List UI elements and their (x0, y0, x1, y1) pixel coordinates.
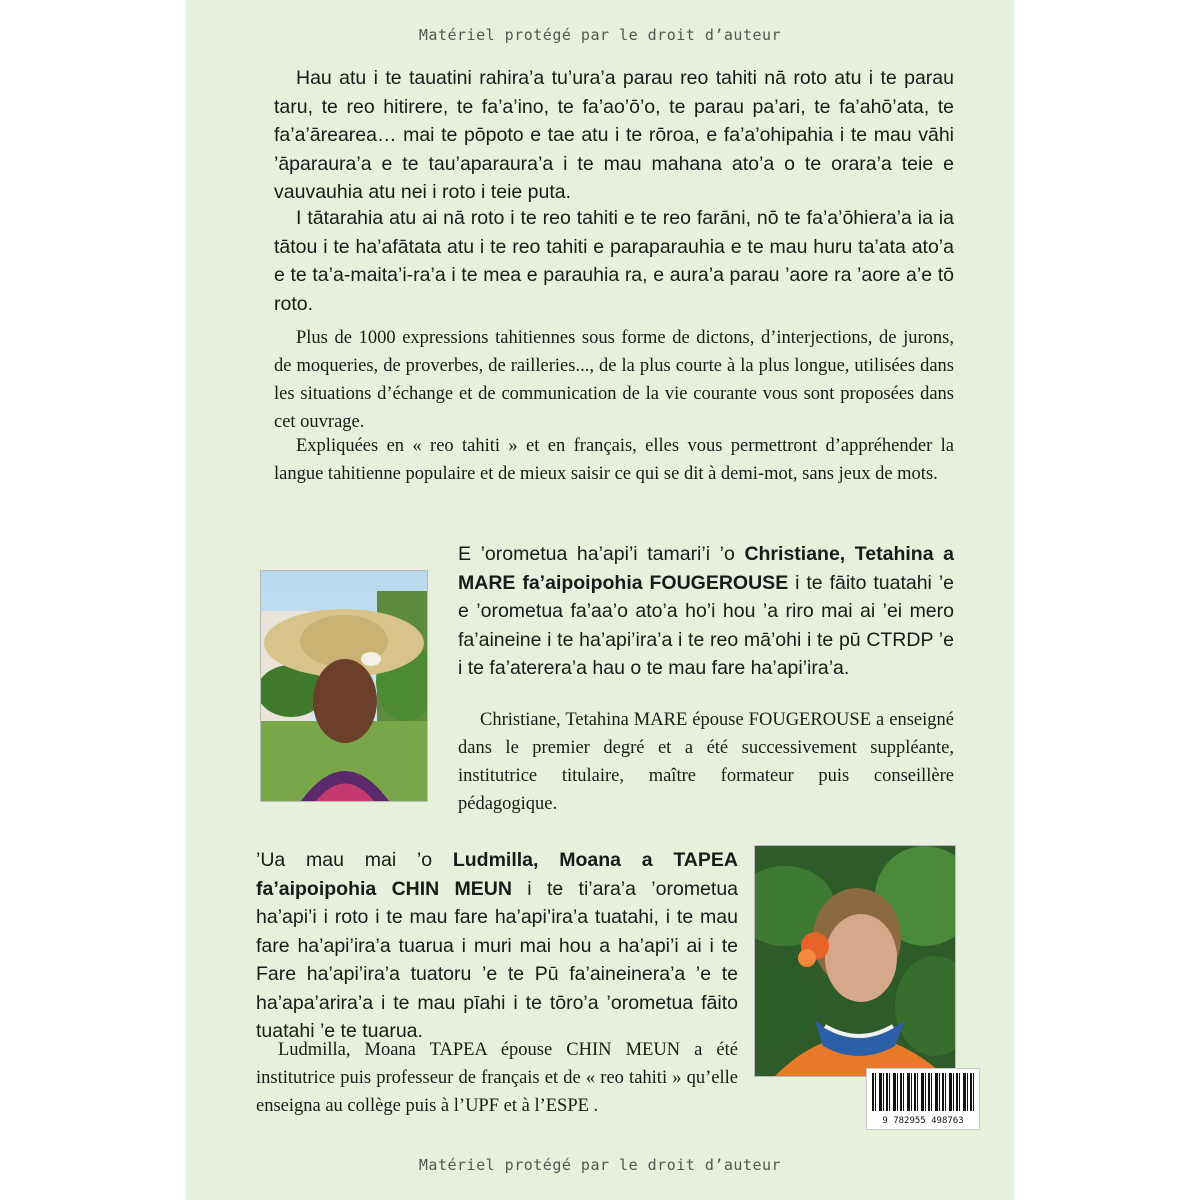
author1-tah-name: Christiane, Tetahina a MARE fa’aipoipohia FOUGEROUSE (458, 543, 954, 594)
tahitian-paragraph-2: I tātarahia atu ai nā roto i te reo tahiti e te reo farāni, nō te fa’a’ōhiera’a ia ia tātou i te ha’afātata atu i te reo tahiti e paraparauhia e te mau huru ta’ata ato’a e te ta’a-maita’i-ra’a i te mea e parauhia ra, e aura’a parau ’aore ra ’aore a’e tō roto. (274, 207, 954, 315)
author1-tah-rest: i te fāito tuatahi ’e e ’orometua fa’aa’o ato’a ho’i hou ’a riro mai ai ’ei mero fa’aineine i te ha’api’ira’a i te reo mā’ohi i te pū CTRDP ’e i te fa’aterera’a hau o te mau fare ha’api’ira’a. (458, 571, 954, 679)
author-photo-christiane (260, 570, 428, 802)
author1-tahitian-bio (458, 540, 954, 683)
author-photo-ludmilla (754, 845, 956, 1077)
author2-tah-rest: i te ti’ara’a ’orometua ha’api’i i roto i te mau fare ha’api’ira’a tuatahi, i te mau fare ha’api’ira’a tuarua i muri mai hou a ha’api’i ai i te Fare ha’api’ira’a tuatoru ’e te Pū fa’aineinera’a ’e te ha’apa’arira’a i te mau pīahi i te tōro’a ’orometua fāito tuatahi ’e te tuarua. (256, 877, 739, 1042)
author2-tah-name: Ludmilla, Moana a TAPEA fa’aipoipohia CHIN MEUN (256, 849, 738, 900)
copyright-watermark-top: Matériel protégé par le droit d’auteur (418, 26, 782, 44)
barcode-bars (872, 1073, 974, 1111)
french-paragraph-1: Plus de 1000 expressions tahitiennes sous forme de dictons, d’interjections, de jurons, de moqueries, de proverbes, de railleries..., de la plus courte à la plus longue, utilisées dans les situations d’échange et de communication de la vie courante vous sont proposées dans cet ouvrage. (274, 328, 954, 432)
author2-tah-lead: ’Ua mau mai ’o (256, 849, 453, 871)
tahitian-paragraph-1: Hau atu i te tauatini rahira’a tu’ura’a parau reo tahiti nā roto atu i te parau taru, te reo hitirere, te fa’a’ino, te fa’ao’ō’o, te parau pa’ari, te fa’ahō’ata, te fa’a’ārearea… mai te pōpoto e tae atu i te rōroa, e fa’a’ohipahia i te mau vāhi ’āparaura’a e te tau’aparaura’a i te mau mahana ato’a o te orara’a teie e vauvauhia atu nei i roto i teie puta. (274, 67, 954, 203)
isbn-barcode (866, 1068, 980, 1130)
author2-tahitian-bio (256, 846, 738, 1046)
author1-french-bio: Christiane, Tetahina MARE épouse FOUGEROUSE a enseigné dans le premier degré et a été successivement suppléante, institutrice titulaire, maître formateur puis conseillère pédagogique. (458, 710, 954, 814)
back-cover (186, 0, 1014, 1200)
author2-french-bio: Ludmilla, Moana TAPEA épouse CHIN MEUN a été institutrice puis professeur de français et de « reo tahiti » qu’elle enseigna au collège puis à l’UPF et à l’ESPE . (256, 1040, 738, 1116)
author1-tah-lead: E ’orometua ha’api’i tamari’i ’o (458, 543, 745, 565)
copyright-watermark-bottom: Matériel protégé par le droit d’auteur (418, 1156, 782, 1174)
barcode-digits: 9 782955 498763 (882, 1116, 964, 1126)
french-paragraph-2: Expliquées en « reo tahiti » et en français, elles vous permettront d’appréhender la langue tahitienne populaire et de mieux saisir ce qui se dit à demi-mot, sans jeux de mots. (274, 436, 954, 484)
